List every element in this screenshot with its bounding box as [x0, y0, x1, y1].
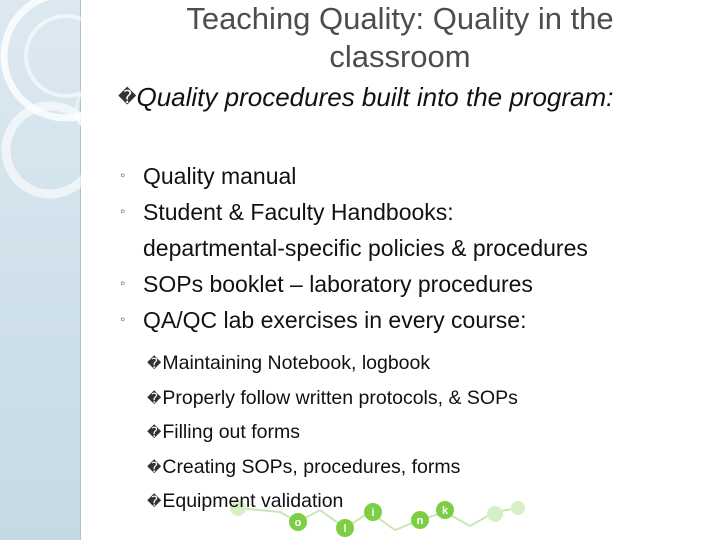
- main-bullet-text: Quality procedures built into the program:: [136, 82, 614, 112]
- third-level-item: [147, 484, 518, 519]
- molecule-letter: l: [343, 523, 347, 535]
- molecule-letter: n: [416, 515, 424, 527]
- bullet-marker: ◦: [120, 203, 126, 220]
- third-level-item: [147, 415, 518, 450]
- bullet-marker: �: [118, 87, 137, 107]
- bullet-marker: ◦: [120, 275, 126, 292]
- slide-title: Teaching Quality: Quality in the classroom: [186, 1, 614, 74]
- bullet-marker: �: [147, 458, 162, 475]
- molecule-letter: k: [441, 505, 449, 517]
- sub-bullet-item: [118, 158, 718, 194]
- third-level-list: [147, 346, 518, 519]
- sub-bullet-text: Quality manual: [143, 163, 297, 189]
- sub-bullet-list: [118, 158, 718, 338]
- bullet-marker: ◦: [120, 167, 126, 184]
- third-level-text: Filling out forms: [162, 421, 300, 443]
- sub-bullet-item: [118, 266, 718, 302]
- sub-bullet-item: [118, 302, 718, 338]
- third-level-item: [147, 381, 518, 416]
- sub-bullet-continuation: departmental-specific policies & procedures: [143, 235, 588, 261]
- third-level-item: [147, 346, 518, 381]
- third-level-text: Maintaining Notebook, logbook: [162, 352, 431, 374]
- bullet-marker: �: [147, 493, 162, 509]
- sub-bullet-text: SOPs booklet – laboratory procedures: [143, 271, 533, 297]
- third-level-item: [147, 450, 518, 485]
- third-level-text: Creating SOPs, procedures, forms: [162, 455, 461, 478]
- third-level-text: Properly follow written protocols, & SOPs: [162, 386, 518, 409]
- bullet-marker: �: [147, 355, 162, 371]
- ring-inner: [26, 16, 106, 96]
- bullet-marker: �: [147, 389, 162, 406]
- bullet-marker: �: [147, 424, 162, 440]
- third-level-text: Equipment validation: [162, 490, 344, 512]
- molecule-letter: i: [371, 507, 375, 519]
- sub-bullet-text: QA/QC lab exercises in every course:: [143, 307, 527, 333]
- molecule-letter: o: [294, 517, 302, 529]
- bullet-marker: ◦: [120, 311, 126, 328]
- main-bullet: [118, 80, 698, 115]
- sub-bullet-text: Student & Faculty Handbooks:: [143, 199, 454, 225]
- sub-bullet-item: [118, 194, 718, 266]
